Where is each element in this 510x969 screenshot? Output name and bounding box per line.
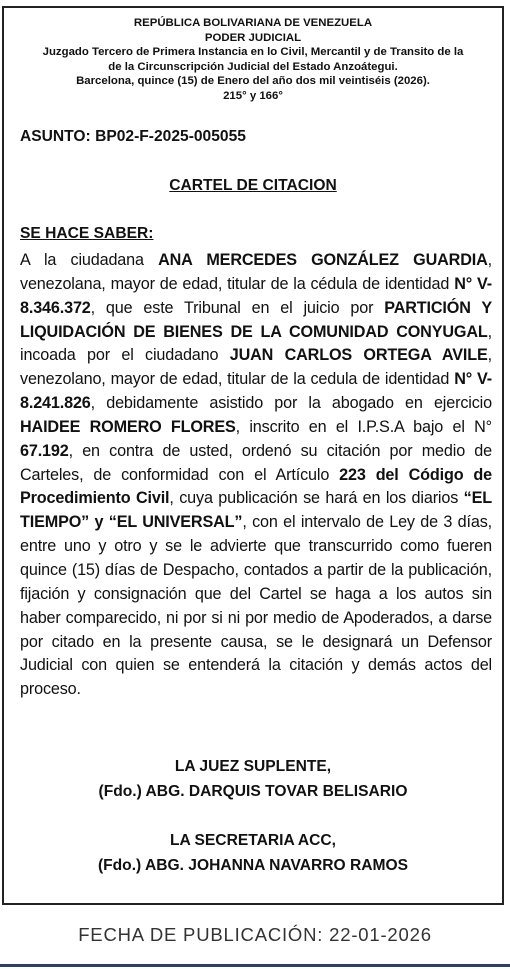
notice-title: CARTEL DE CITACION (169, 177, 337, 194)
body-text-8: , en contra de usted, ordenó su citación por medio de Carteles, de conformidad con el Artículo (20, 441, 492, 484)
body-text-4: , incoada por el ciudadano (20, 322, 492, 365)
body-text-3: , que este Tribunal en el juicio por (90, 298, 385, 317)
plaintiff-name: JUAN CARLOS ORTEGA AVILE (229, 346, 488, 365)
legal-article: 223 del Código de Procedimiento Civil (20, 465, 493, 508)
body-text-1: A la ciudadana (20, 251, 159, 269)
judge-title: LA JUEZ SUPLENTE, (174, 758, 332, 775)
body-text-9: , cuya publicación se hará en los diarios (169, 489, 464, 508)
bottom-divider (0, 964, 510, 967)
judge-name: (Fdo.) ABG. DARQUIS TOVAR BELISARIO (98, 783, 408, 800)
attorney-ipsa-number: 67.192 (20, 441, 69, 460)
secretary-signature (4, 828, 502, 878)
body-text-6: , debidamente asistido por la abogado en ejercicio (90, 394, 492, 413)
header-court-name: Juzgado Tercero de Primera Instancia en lo Civil, Mercantil y de Transito de la (42, 46, 464, 59)
secretary-title: LA SECRETARIA ACC, (169, 832, 337, 849)
body-text-2: , venezolana, mayor de edad, titular de la cédula de identidad (20, 251, 492, 293)
case-type: PARTICIÓN Y LIQUIDACIÓN DE BIENES DE LA COMUNIDAD CONYUGAL (20, 298, 493, 341)
body-text-5: , venezolano, mayor de edad, titular de la cedula de identidad (20, 346, 493, 389)
header-place-date: Barcelona, quince (15) de Enero del año dos mil veintiséis (2026). (76, 75, 430, 88)
case-number: ASUNTO: BP02-F-2025-005055 (20, 128, 246, 145)
judge-signature (4, 754, 502, 804)
publication-date: FECHA DE PUBLICACIÓN: 22-01-2026 (78, 924, 432, 945)
header-judicial-power: PODER JUDICIAL (204, 31, 302, 44)
newspapers: “EL TIEMPO” y “EL UNIVERSAL” (20, 489, 492, 532)
body-text-7: , inscrito en el I.P.S.A bajo el N° (235, 417, 493, 436)
body-text-10: , con el intervalo de Ley de 3 días, entre uno y otro y se le advierte que transcurrido como fueren quince (15) días de Despacho, contados a partir de la publicación, fijación y consignación que del Cartel se haga a los autos sin haber comparecido, ni por si ni por medio de Apoderados, a darse por citado en la presente causa, se le designará un Defensor Judicial con quien se entenderá la citación y demás actos del proceso. (20, 513, 492, 699)
plaintiff-id: N° V- 8.241.826 (20, 370, 492, 413)
court-header (4, 16, 502, 104)
header-circumscription: de la Circunscripción Judicial del Estado Anzoátegui. (108, 60, 398, 73)
notice-body (20, 249, 492, 702)
defendant-name: ANA MERCEDES GONZÁLEZ GUARDIA (158, 251, 488, 269)
defendant-id: N° V-8.346.372 (20, 274, 492, 317)
citation-notice (2, 6, 504, 905)
header-years: 215° y 166° (223, 89, 283, 102)
notice-heading: SE HACE SABER: (20, 225, 154, 242)
secretary-name: (Fdo.) ABG. JOHANNA NAVARRO RAMOS (97, 857, 409, 874)
attorney-name: HAIDEE ROMERO FLORES (20, 417, 236, 436)
header-republic: REPÚBLICA BOLIVARIANA DE VENEZUELA (133, 17, 373, 29)
